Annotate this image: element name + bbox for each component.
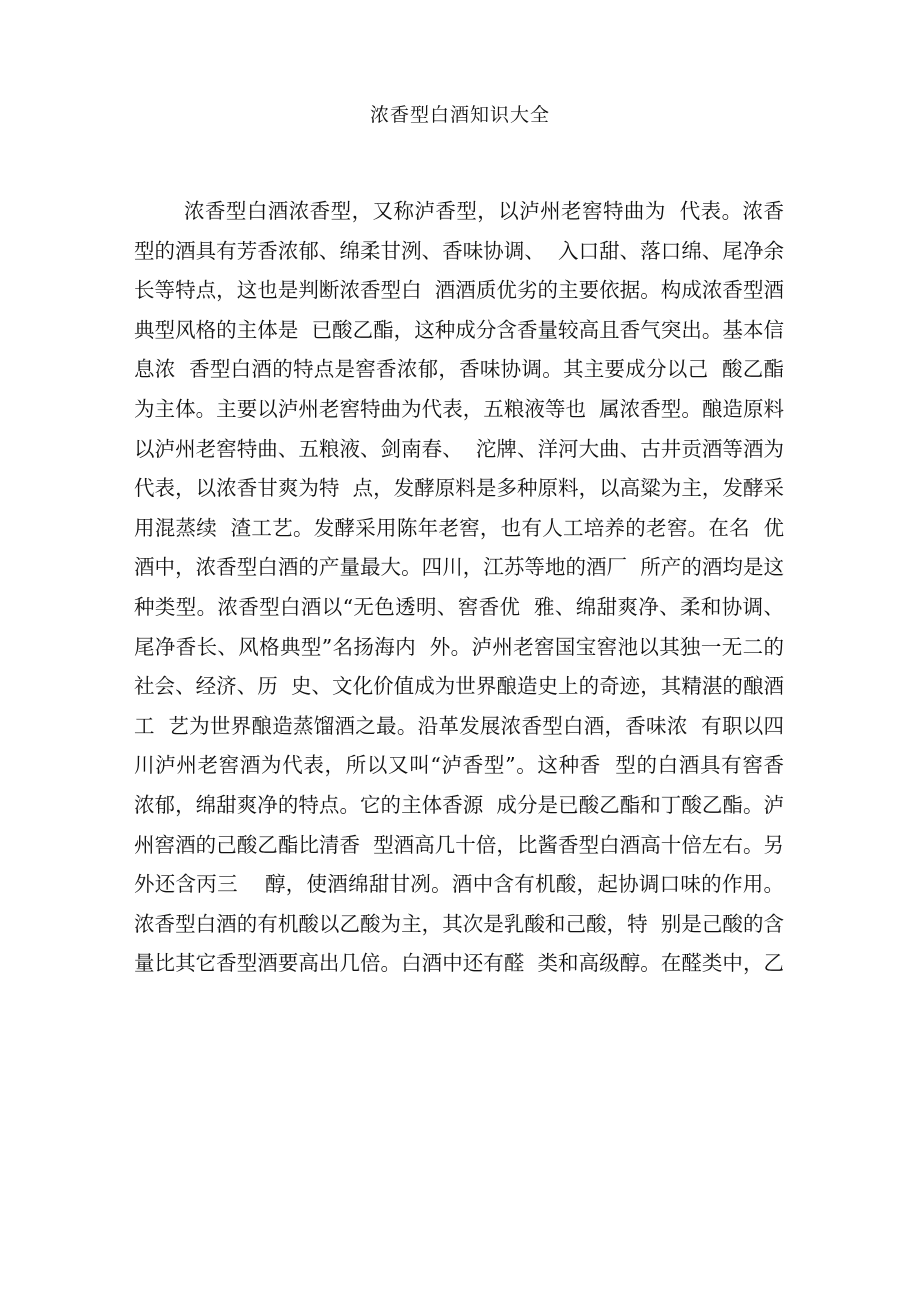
paragraph-line: 浓香型白酒浓香型，又称泸香型，以泸州老窖特曲为 代表。浓香 bbox=[184, 199, 784, 223]
paragraph-line: 尾净香长、风格典型”名扬海内 外。泸州老窖国宝窖池以其独一无二的 bbox=[134, 634, 784, 659]
paragraph-line: 量比其它香型酒要高出几倍。白酒中还有醛 类和高级醇。在醛类中，乙 bbox=[134, 951, 784, 976]
paragraph-line: 外还含丙三 醇，使酒绵甜甘冽。酒中含有机酸，起协调口味的作用。 bbox=[134, 872, 784, 897]
paragraph-line: 酒中，浓香型白酒的产量最大。四川，江苏等地的酒厂 所产的酒均是这 bbox=[134, 555, 784, 580]
paragraph-line: 川泸州老窖酒为代表，所以又叫“泸香型”。这种香 型的白酒具有窖香 bbox=[134, 753, 784, 778]
paragraph-line: 工 艺为世界酿造蒸馏酒之最。沿革发展浓香型白酒，香味浓 有职以四 bbox=[134, 713, 784, 738]
paragraph-line: 代表，以浓香甘爽为特 点，发酵原料是多种原料，以高粱为主，发酵采 bbox=[134, 476, 784, 501]
paragraph-line: 长等特点，这也是判断浓香型白 酒酒质优劣的主要依据。构成浓香型酒 bbox=[134, 278, 784, 303]
paragraph-line: 用混蒸续 渣工艺。发酵采用陈年老窖，也有人工培养的老窖。在名 优 bbox=[134, 515, 784, 540]
body-paragraph bbox=[134, 192, 784, 984]
paragraph-line: 以泸州老窖特曲、五粮液、剑南春、 沱牌、洋河大曲、古井贡酒等酒为 bbox=[134, 436, 784, 461]
paragraph-line: 型的酒具有芳香浓郁、绵柔甘洌、香味协调、 入口甜、落口绵、尾净余 bbox=[134, 238, 784, 263]
paragraph-line: 典型风格的主体是 已酸乙酯，这种成分含香量较高且香气突出。基本信 bbox=[134, 317, 784, 342]
paragraph-line: 息浓 香型白酒的特点是窖香浓郁，香味协调。其主要成分以己 酸乙酯 bbox=[134, 357, 784, 382]
paragraph-line: 州窖酒的己酸乙酯比清香 型酒高几十倍，比酱香型白酒高十倍左右。另 bbox=[134, 832, 784, 857]
paragraph-line: 种类型。浓香型白酒以“无色透明、窖香优 雅、绵甜爽净、柔和协调、 bbox=[134, 594, 784, 619]
paragraph-line: 为主体。主要以泸州老窖特曲为代表，五粮液等也 属浓香型。酿造原料 bbox=[134, 396, 784, 421]
paragraph-line: 浓香型白酒的有机酸以乙酸为主，其次是乳酸和己酸，特 别是己酸的含 bbox=[134, 911, 784, 936]
document-title: 浓香型白酒知识大全 bbox=[369, 104, 550, 126]
paragraph-line: 社会、经济、历 史、文化价值成为世界酿造史上的奇迹，其精湛的酿酒 bbox=[134, 674, 784, 699]
paragraph-line: 浓郁，绵甜爽净的特点。它的主体香源 成分是已酸乙酯和丁酸乙酯。泸 bbox=[134, 792, 784, 817]
